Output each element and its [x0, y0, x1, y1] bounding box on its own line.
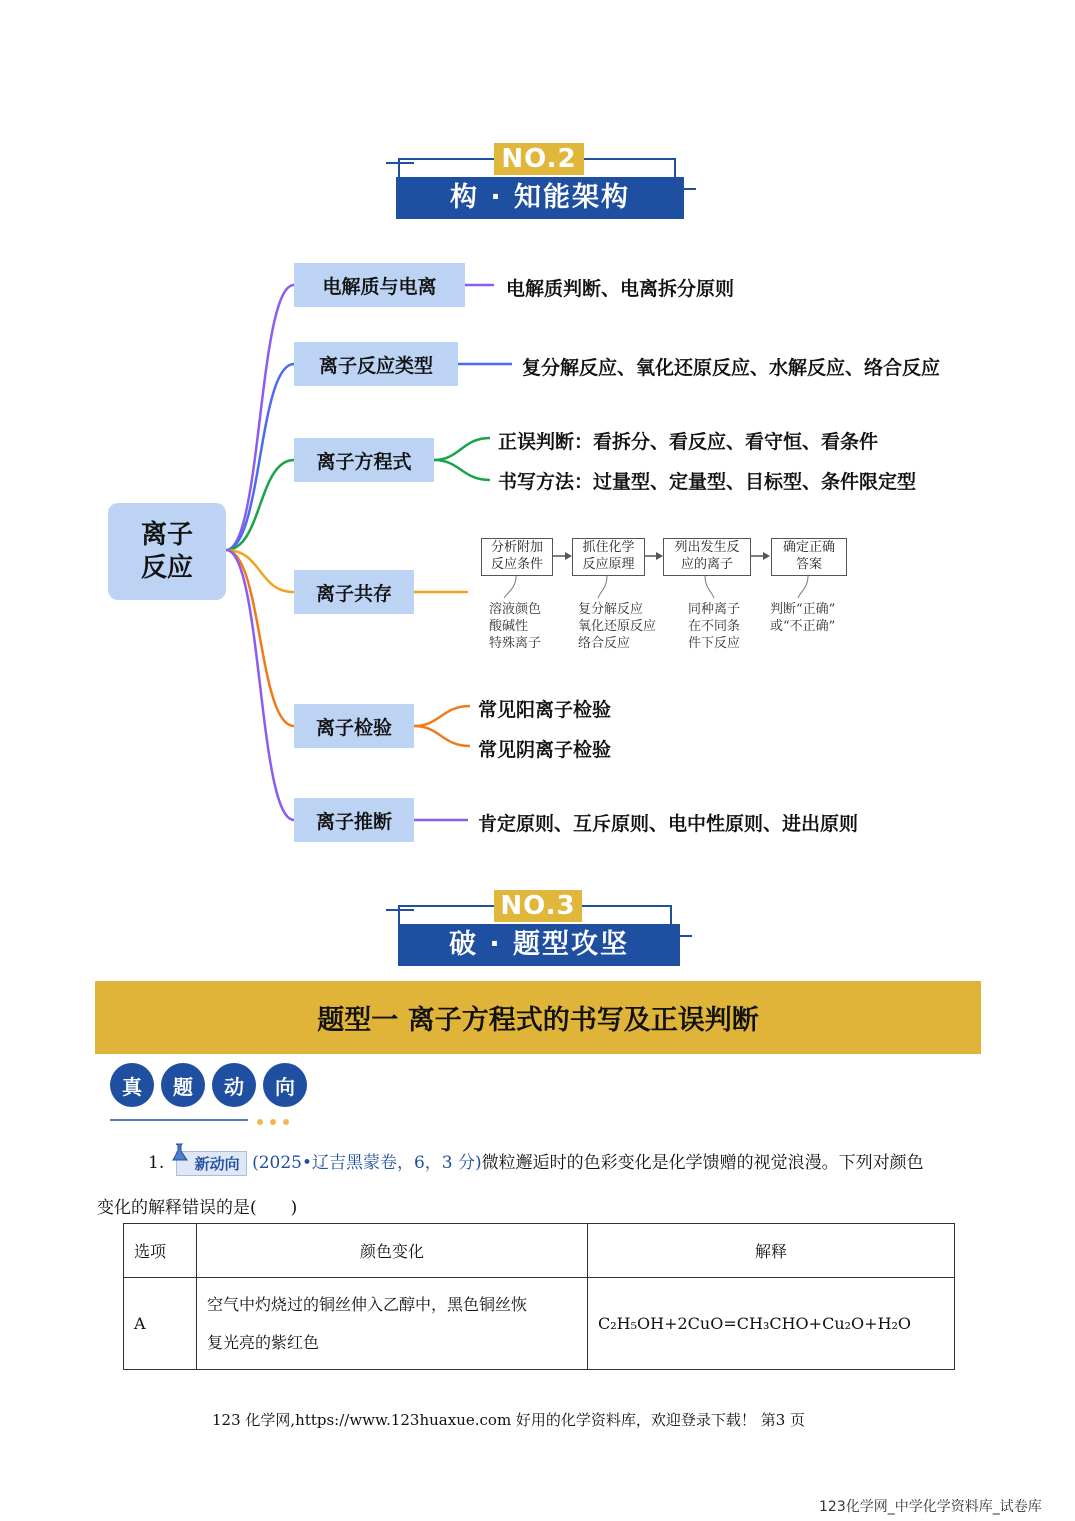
- branch-node-ion-detection: 离子检验: [294, 704, 414, 748]
- section-badge: NO.2: [494, 143, 584, 175]
- question-type-banner: 题型一 离子方程式的书写及正误判断: [95, 981, 981, 1054]
- flow-step: 抓住化学 反应原理: [572, 538, 645, 576]
- flow-callout: [705, 576, 714, 598]
- question-number: 1.: [148, 1153, 165, 1173]
- flow-note: 判断“正确” 或“不正确”: [770, 602, 836, 634]
- section-badge: NO.3: [494, 890, 582, 922]
- watermark: 123化学网_中学化学资料库_试卷库: [819, 1499, 1042, 1515]
- branch-node-ion-inference: 离子推断: [294, 798, 414, 842]
- root-line: 离子: [140, 519, 193, 550]
- flow-callout: [504, 576, 516, 598]
- leaf-connector: [414, 706, 470, 726]
- new-trend-tag: 新动向: [176, 1151, 247, 1176]
- leaf-text: 常见阳离子检验: [478, 699, 612, 721]
- branch-connector: [226, 550, 294, 726]
- table-cell-option: A: [124, 1278, 197, 1370]
- branch-node-coexistence: 离子共存: [294, 570, 414, 614]
- page-footer: 123 化学网,https://www.123huaxue.com 好用的化学资料库，欢迎登录下载！ 第3 页: [212, 1411, 806, 1429]
- flow-step: 确定正确 答案: [771, 538, 847, 576]
- branch-connector: [226, 364, 294, 550]
- flow-callout: [798, 576, 808, 598]
- leaf-connector: [434, 438, 490, 460]
- table-row: [124, 1278, 955, 1370]
- mind-map-root: [108, 503, 226, 600]
- flow-note: 复分解反应 氧化还原反应 络合反应: [578, 602, 657, 651]
- leaf-text: 电解质判断、电离拆分原则: [506, 278, 735, 300]
- flow-arrow-head: [565, 552, 572, 560]
- flow-arrow-head: [656, 552, 663, 560]
- table-cell-explain: C₂H₅OH+2CuO=CH₃CHO+Cu₂O+H₂O: [588, 1278, 955, 1370]
- leaf-connector: [414, 726, 470, 746]
- flask-icon: [169, 1142, 191, 1164]
- leaf-connector: [434, 460, 490, 480]
- flow-note: 同种离子 在不同条 件下反应: [688, 602, 741, 651]
- root-line: 反应: [140, 552, 193, 583]
- question-line-2: 变化的解释错误的是( ): [97, 1198, 298, 1218]
- flow-callout: [598, 576, 607, 598]
- table-header-row: [124, 1224, 955, 1278]
- frame-line: [398, 905, 400, 925]
- badge-char: 真: [110, 1063, 154, 1107]
- question-text: 微粒邂逅时的色彩变化是化学馈赠的视觉浪漫。下列对颜色: [481, 1153, 924, 1173]
- question-line-1: [148, 1148, 924, 1176]
- frame-line: [386, 909, 414, 911]
- leaf-text: 复分解反应、氧化还原反应、水解反应、络合反应: [522, 357, 941, 379]
- flow-arrow-head: [763, 552, 770, 560]
- branch-connector: [226, 285, 294, 550]
- section-title: 破 · 题型攻坚: [398, 924, 680, 966]
- frame-line: [670, 905, 672, 925]
- leaf-text: 肯定原则、互斥原则、电中性原则、进出原则: [478, 813, 859, 835]
- leaf-text: 常见阴离子检验: [478, 739, 612, 761]
- branch-connector: [226, 460, 294, 550]
- badge-char: 动: [212, 1063, 256, 1107]
- branch-node-electrolyte: 电解质与电离: [294, 263, 465, 307]
- table-cell-change: 空气中灼烧过的铜丝伸入乙醇中，黑色铜丝恢 复光亮的紫红色: [197, 1278, 588, 1370]
- badge-char: 向: [263, 1063, 307, 1107]
- table-header: 选项: [124, 1224, 197, 1278]
- question-source: (2025•辽吉黑蒙卷，6，3 分): [252, 1153, 482, 1173]
- options-table: [123, 1223, 955, 1370]
- badge-char: 题: [161, 1063, 205, 1107]
- flow-step: 分析附加 反应条件: [481, 538, 553, 576]
- flow-step: 列出发生反 应的离子: [663, 538, 751, 576]
- branch-node-reaction-types: 离子反应类型: [294, 342, 458, 386]
- section-title: 构 · 知能架构: [396, 177, 684, 219]
- flow-note: 溶液颜色 酸碱性 特殊离子: [489, 602, 542, 651]
- branch-node-ionic-equation: 离子方程式: [294, 438, 434, 482]
- table-header: 解释: [588, 1224, 955, 1278]
- leaf-text: 正误判断：看拆分、看反应、看守恒、看条件: [498, 431, 879, 453]
- badge-underline: [110, 1112, 310, 1128]
- table-header: 颜色变化: [197, 1224, 588, 1278]
- leaf-text: 书写方法：过量型、定量型、目标型、条件限定型: [498, 471, 917, 493]
